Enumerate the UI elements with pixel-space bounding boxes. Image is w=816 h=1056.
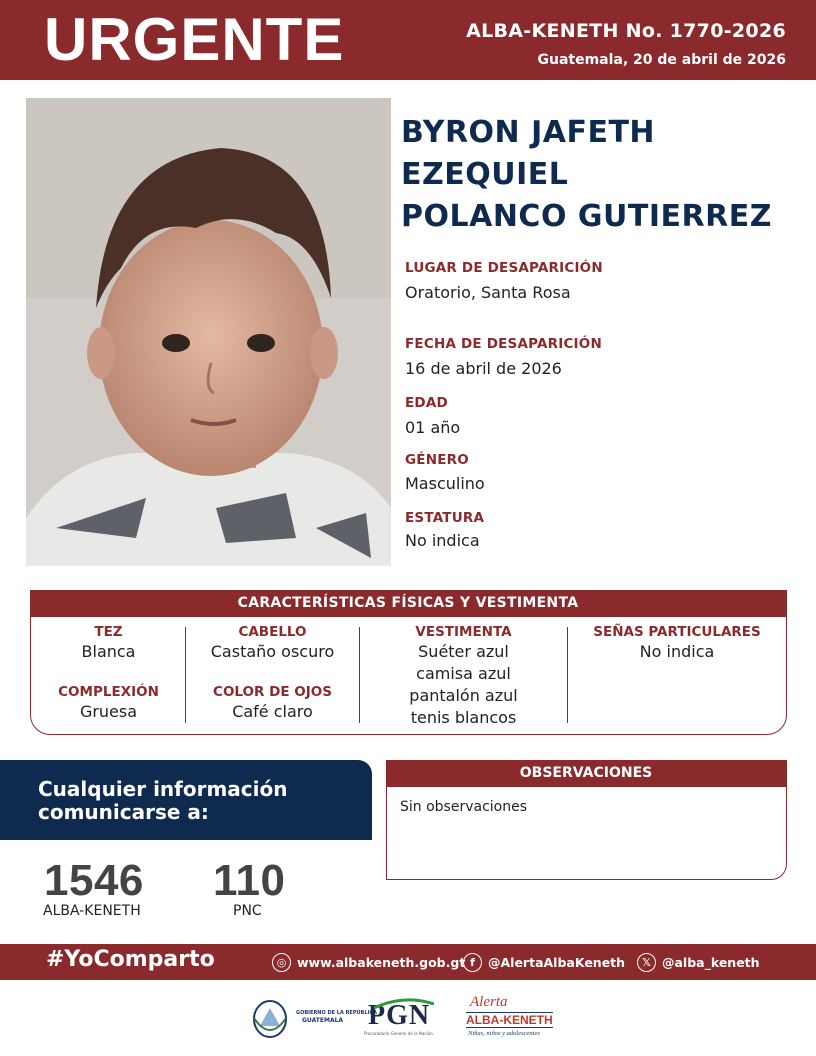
eyes-label: COLOR DE OJOS	[213, 684, 332, 700]
globe-icon: ◎	[272, 953, 291, 972]
marks-value: No indica	[639, 642, 715, 661]
contact-banner	[0, 760, 372, 840]
age-value: 01 año	[405, 418, 461, 437]
pgn-logo	[364, 998, 448, 1038]
height-label: ESTATURA	[405, 510, 485, 526]
clothing-item: tenis blancos	[410, 708, 517, 727]
build-value: Gruesa	[79, 702, 138, 721]
name-line-1: BYRON JAFETH	[401, 115, 656, 150]
issue-date: Guatemala, 20 de abril de 2026	[537, 52, 786, 68]
header-banner	[0, 0, 816, 80]
clothing-column	[361, 623, 566, 729]
marks-column	[568, 623, 786, 663]
phone-alba-keneth-label: ALBA-KENETH	[43, 903, 141, 919]
place-label: LUGAR DE DESAPARICIÓN	[405, 260, 603, 276]
date-label: FECHA DE DESAPARICIÓN	[405, 336, 602, 352]
alba-keneth-logo	[464, 994, 553, 1042]
clothing-label: VESTIMENTA	[415, 624, 512, 640]
complexion-column	[31, 623, 186, 723]
person-name	[401, 112, 811, 238]
urgent-title: URGENTE	[44, 6, 345, 73]
hair-column	[186, 623, 359, 723]
characteristics-title: CARACTERÍSTICAS FÍSICAS Y VESTIMENTA	[30, 590, 787, 617]
clothing-item: Suéter azul	[418, 642, 509, 661]
facebook-icon: f	[463, 953, 482, 972]
alba-text: ALBA-KENETH	[466, 1013, 553, 1027]
x-link[interactable]	[637, 953, 760, 972]
height-value: No indica	[405, 531, 480, 550]
eyes-value: Café claro	[232, 702, 313, 721]
complexion-label: TEZ	[94, 624, 123, 640]
pgn-swoosh-icon	[374, 998, 434, 1010]
clothing-item: pantalón azul	[409, 686, 518, 705]
phone-pnc: 110	[213, 856, 286, 905]
build-label: COMPLEXIÓN	[58, 684, 159, 700]
divider	[359, 627, 360, 723]
age-label: EDAD	[405, 395, 448, 411]
facebook-link[interactable]	[463, 953, 625, 972]
clothing-item: camisa azul	[416, 664, 511, 683]
name-line-2: EZEQUIEL	[401, 157, 569, 192]
coat-of-arms-icon	[250, 998, 290, 1040]
case-number: ALBA-KENETH No. 1770-2026	[466, 20, 786, 42]
x-icon: 𝕏	[637, 953, 656, 972]
name-line-3: POLANCO GUTIERREZ	[401, 199, 772, 234]
alba-subtitle: Niñas, niños y adolescentes	[468, 1030, 540, 1037]
alerta-text: Alerta	[470, 994, 508, 1010]
website-text: www.albakeneth.gob.gt	[297, 955, 466, 970]
contact-text	[38, 778, 288, 824]
pgn-text: PGN	[368, 1000, 431, 1031]
observations-text: Sin observaciones	[400, 799, 528, 815]
date-value: 16 de abril de 2026	[405, 359, 562, 378]
hashtag: #YoComparto	[46, 947, 215, 972]
missing-person-photo	[26, 98, 391, 566]
x-text: @alba_keneth	[662, 955, 760, 970]
gender-label: GÉNERO	[405, 452, 469, 468]
contact-line-2: comunicarse a:	[38, 800, 209, 824]
contact-line-1: Cualquier información	[38, 777, 288, 801]
hair-value: Castaño oscuro	[210, 642, 335, 661]
website-link[interactable]	[272, 953, 465, 972]
complexion-value: Blanca	[81, 642, 136, 661]
place-value: Oratorio, Santa Rosa	[405, 283, 571, 302]
hair-label: CABELLO	[238, 624, 307, 640]
observations-title: OBSERVACIONES	[386, 760, 787, 787]
gender-value: Masculino	[405, 474, 485, 493]
phone-alba-keneth: 1546	[44, 856, 144, 905]
characteristics-box	[30, 590, 787, 735]
pgn-subtitle: Procuraduría General de la Nación	[364, 1031, 433, 1036]
facebook-text: @AlertaAlbaKeneth	[488, 955, 626, 970]
marks-label: SEÑAS PARTICULARES	[593, 624, 761, 640]
observations-box	[386, 760, 787, 880]
government-logo	[250, 996, 377, 1040]
phone-pnc-label: PNC	[233, 903, 262, 919]
gov-text-2: GUATEMALA	[302, 1017, 344, 1024]
footer-bar	[0, 944, 816, 980]
gov-text-1: GOBIERNO DE LA REPÚBLICA	[296, 1010, 377, 1016]
